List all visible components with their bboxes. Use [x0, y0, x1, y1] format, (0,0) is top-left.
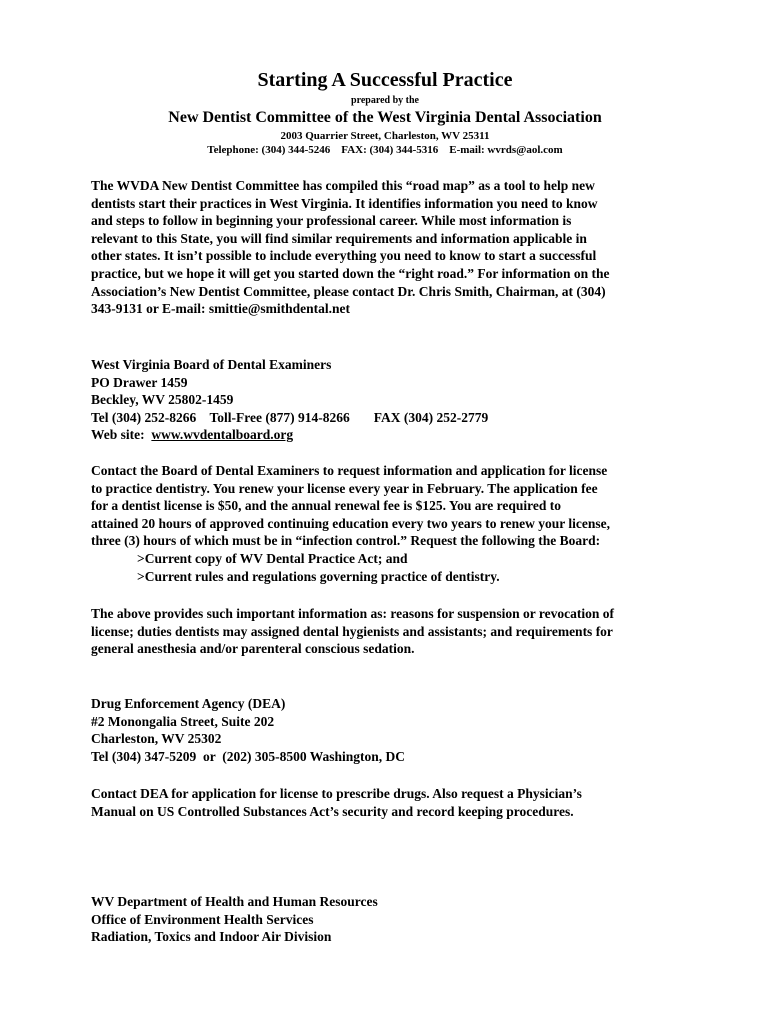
intro-paragraph	[91, 177, 691, 318]
dhhr-office: Office of Environment Health Services	[91, 911, 314, 927]
dhhr-address-block	[91, 893, 691, 946]
board-website-line	[91, 426, 691, 444]
board-para-line: three (3) hours of which must be in “infection control.” Request the following the Board:	[91, 533, 601, 549]
board-address-block	[91, 356, 691, 444]
prepared-by-line: prepared by the	[351, 95, 419, 106]
dea-para-line: Manual on US Controlled Substances Act’s security and record keeping procedures.	[91, 803, 574, 819]
board-city: Beckley, WV 25802-1459	[91, 392, 234, 408]
intro-line: dentists start their practices in West Virginia. It identifies information you need to know	[91, 195, 598, 211]
intro-line: relevant to this State, you will find similar requirements and information applicable in	[91, 230, 587, 246]
board-info-line: The above provides such important information as: reasons for suspension or revocation of	[91, 606, 615, 621]
dea-para-line: Contact DEA for application for license to prescribe drugs. Also request a Physician’s	[91, 786, 582, 801]
board-request-item: >Current copy of WV Dental Practice Act; and	[137, 550, 408, 566]
board-para-line: attained 20 hours of approved continuing education every two years to renew your license,	[91, 515, 610, 531]
board-fax: FAX (304) 252-2779	[373, 409, 489, 425]
intro-line: 343-9131 or E-mail: smittie@smithdental.net	[91, 301, 351, 317]
organization-address: 2003 Quarrier Street, Charleston, WV 25311	[280, 130, 490, 142]
dhhr-division: Radiation, Toxics and Indoor Air Division	[91, 929, 332, 945]
board-para-line: Contact the Board of Dental Examiners to request information and application for license	[91, 463, 608, 478]
board-phone-line	[91, 409, 691, 427]
document-title: Starting A Successful Practice	[257, 69, 513, 91]
board-para-line: to practice dentistry. You renew your license every year in February. The application fee	[91, 480, 598, 496]
board-para-line: for a dentist license is $50, and the annual renewal fee is $125. You are required to	[91, 498, 562, 514]
dea-city: Charleston, WV 25302	[91, 731, 222, 747]
intro-line: The WVDA New Dentist Committee has compiled this “road map” as a tool to help new	[91, 178, 595, 193]
board-website-link[interactable]: www.wvdentalboard.org	[151, 427, 294, 443]
intro-line: Association’s New Dentist Committee, please contact Dr. Chris Smith, Chairman, at (304)	[91, 283, 606, 299]
dea-telephone: Tel (304) 347-5209 or (202) 305-8500 Washington, DC	[91, 748, 406, 764]
intro-line: and steps to follow in beginning your professional career. While most information is	[91, 213, 572, 229]
board-paragraph	[91, 462, 691, 585]
board-website-label: Web site:	[91, 427, 152, 443]
intro-line: other states. It isn’t possible to include everything you need to know to start a successful	[91, 248, 597, 264]
board-telephone: Tel (304) 252-8266 Toll-Free (877) 914-8266	[91, 409, 350, 425]
intro-line: practice, but we hope it will get you started down the “right road.” For information on the	[91, 265, 610, 281]
dhhr-name: WV Department of Health and Human Resources	[91, 894, 378, 909]
board-request-item: >Current rules and regulations governing practice of dentistry.	[137, 568, 500, 584]
dea-name: Drug Enforcement Agency (DEA)	[91, 696, 286, 711]
organization-name: New Dentist Committee of the West Virginia Dental Association	[168, 109, 602, 126]
organization-contact: Telephone: (304) 344-5246 FAX: (304) 344-5316 E-mail: wvrds@aol.com	[207, 144, 563, 156]
board-po-box: PO Drawer 1459	[91, 374, 188, 390]
board-name: West Virginia Board of Dental Examiners	[91, 357, 332, 372]
dea-paragraph	[91, 785, 691, 820]
dea-street: #2 Monongalia Street, Suite 202	[91, 713, 275, 729]
dea-address-block	[91, 695, 691, 765]
board-info-paragraph	[91, 605, 691, 658]
board-info-line: license; duties dentists may assigned dental hygienists and assistants; and requirements for	[91, 623, 613, 639]
board-info-line: general anesthesia and/or parenteral conscious sedation.	[91, 641, 415, 657]
